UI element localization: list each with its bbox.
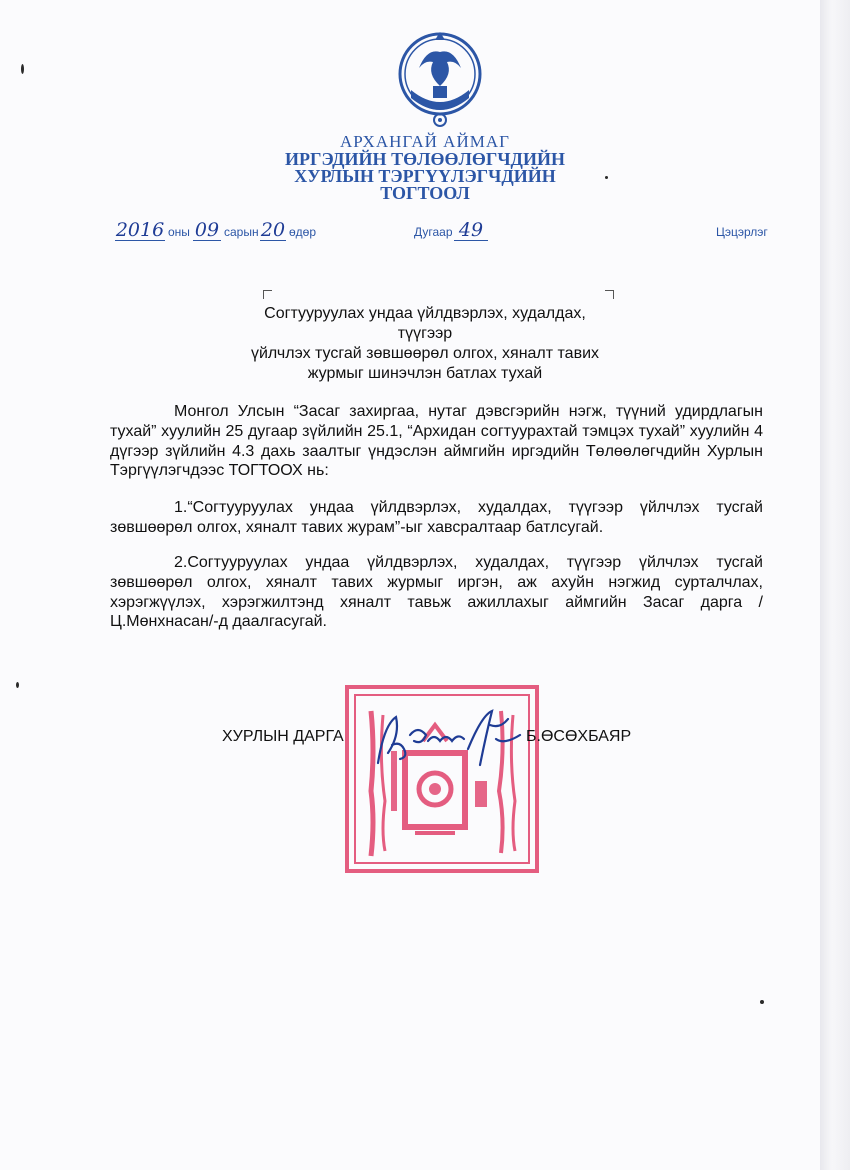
date-month: 09 [194,219,220,241]
signatory-name: Б.ӨСӨХБАЯР [526,728,632,745]
subject-line: үйлчлэх тусгай зөвшөөрөл олгох, хяналт тавих [250,345,600,362]
date-year: 2016 [115,219,165,241]
scan-speck [760,1000,764,1004]
place-name: Цэцэрлэг [716,225,768,239]
org-name-line1: ИРГЭДИЙН ТӨЛӨӨЛӨГЧДИЙН [285,149,565,169]
handwritten-signature [370,705,530,775]
signatory-title: ХУРЛЫН ДАРГА [222,728,344,745]
scan-edge [820,0,850,1170]
preamble-paragraph: Монгол Улсын “Засаг захиргаа, нутаг дэвсгэрийн нэгж, түүний удирдлагын тухай” хуулийн 25 дугаар зүйлийн 25.1, “Архидан согтуурахтай тэмцэх тухай” хуулийн 4 дүгээр зүйлийн 4.3 дахь заалтыг үндэслэн аймгийн иргэдийн Төлөөлөгчдийн Хурлын Тэргүүлэгчдээс ТОГТООХ нь: [110,403,763,480]
subject-bracket-left [263,290,272,299]
resolution-number: 49 [454,220,488,241]
scan-speck [605,176,608,179]
aimag-name: АРХАНГАЙ АЙМАГ [340,132,510,151]
org-name-line2: ХУРЛЫН ТЭРГҮҮЛЭГЧДИЙН [294,166,556,186]
year-label: оны [168,225,190,239]
date-day: 20 [260,219,286,241]
subject-title [235,304,615,384]
scan-speck [21,64,24,74]
resolution-item-2: 2.Согтууруулах ундаа үйлдвэрлэх, худалдах, түүгээр үйлчлэх тусгай зөвшөөрөл олгох, хяналт тавих журмыг иргэн, аж ахуйн нэгжид сурталчлах, хэрэгжүүлэх, хэрэгжилтэнд хяналт тавьж ажиллахыг аймгийн Засаг дарга /Ц.Мөнхнасан/-д даалгасугай. [110,554,763,631]
month-label: сарын [224,225,259,239]
number-label: Дугаар [414,225,453,239]
scan-speck [16,682,19,688]
document-type: ТОГТООЛ [380,183,470,203]
day-label: өдөр [289,225,317,239]
subject-bracket-right [605,290,614,299]
resolution-item-1: 1.“Согтууруулах ундаа үйлдвэрлэх, худалдах, түүгээр үйлчлэх тусгай зөвшөөрөл олгох, хяналт тавих журам”-ыг хавсралтаар батлсугай. [110,499,763,536]
state-emblem-icon [397,30,483,130]
subject-line: журмыг шинэчлэн батлах тухай [307,365,543,382]
subject-line: Согтууруулах ундаа үйлдвэрлэх, худалдах, түүгээр [264,305,586,342]
